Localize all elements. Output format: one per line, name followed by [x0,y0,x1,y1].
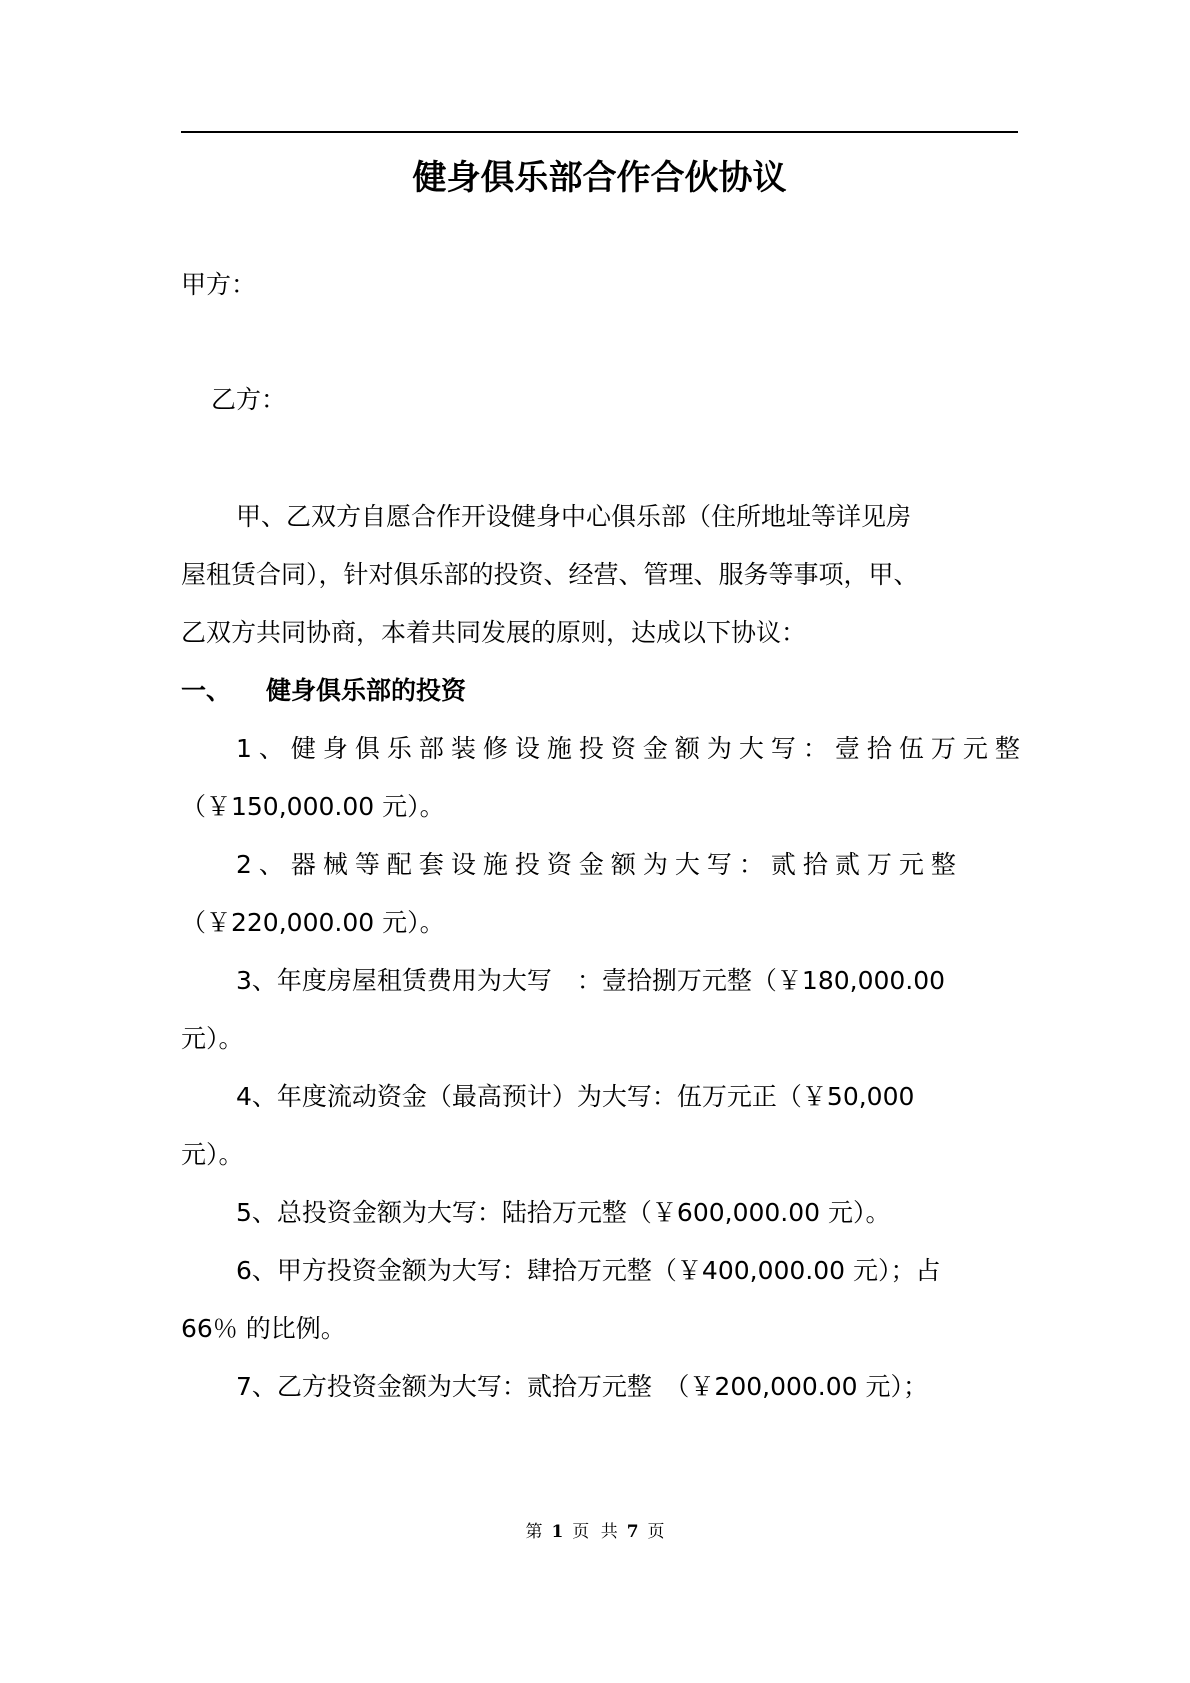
section-1-title: 健身俱乐部的投资 [266,676,467,705]
item-1-line-2: （￥150,000.00 元）。 [181,792,445,821]
footer-total-pages: 7 [626,1522,639,1542]
item-3-line-2: 元）。 [181,1024,244,1053]
item-1-line-1: 1、健身俱乐部装修设施投资金额为大写：壹拾伍万元整 [236,734,1027,763]
item-4-line-1: 4、年度流动资金（最高预计）为大写：伍万元正（￥50,000 [236,1082,915,1111]
item-3-line-1: 3、年度房屋租赁费用为大写 ：壹拾捌万元整（￥180,000.00 [236,966,946,995]
item-5-line-1: 5、总投资金额为大写：陆拾万元整（￥600,000.00 元）。 [236,1198,891,1227]
footer-total-word: 共 [600,1522,618,1542]
item-7-line-1: 7、乙方投资金额为大写：贰拾万元整 （￥200,000.00 元）； [236,1372,928,1401]
item-6-line-2: 66％ 的比例。 [181,1314,346,1343]
header-rule [181,131,1018,133]
item-2-line-1: 2、器械等配套设施投资金额为大写：贰拾贰万元整 [236,850,963,879]
party-a-label: 甲方： [181,270,257,299]
section-1-number: 一、 [181,676,232,705]
item-2-line-2: （￥220,000.00 元）。 [181,908,445,937]
footer-page-unit: 页 [572,1522,590,1542]
document-title: 健身俱乐部合作合伙协议 [412,158,787,198]
party-b-label: 乙方： [211,385,287,414]
footer-total-unit: 页 [647,1522,665,1542]
intro-line-1: 甲、乙双方自愿合作开设健身中心俱乐部（住所地址等详见房 [236,502,912,531]
item-6-line-1: 6、甲方投资金额为大写：肆拾万元整（￥400,000.00 元）；占 [236,1256,941,1285]
footer-page-number: 1 [551,1522,564,1542]
intro-line-2: 屋租赁合同），针对俱乐部的投资、经营、管理、服务等事项，甲、 [181,560,919,589]
intro-line-3: 乙双方共同协商，本着共同发展的原则，达成以下协议： [181,618,807,647]
page-footer [0,1520,1190,1544]
footer-page-word: 第 [525,1522,543,1542]
item-4-line-2: 元）。 [181,1140,244,1169]
section-1-heading [181,671,1018,711]
